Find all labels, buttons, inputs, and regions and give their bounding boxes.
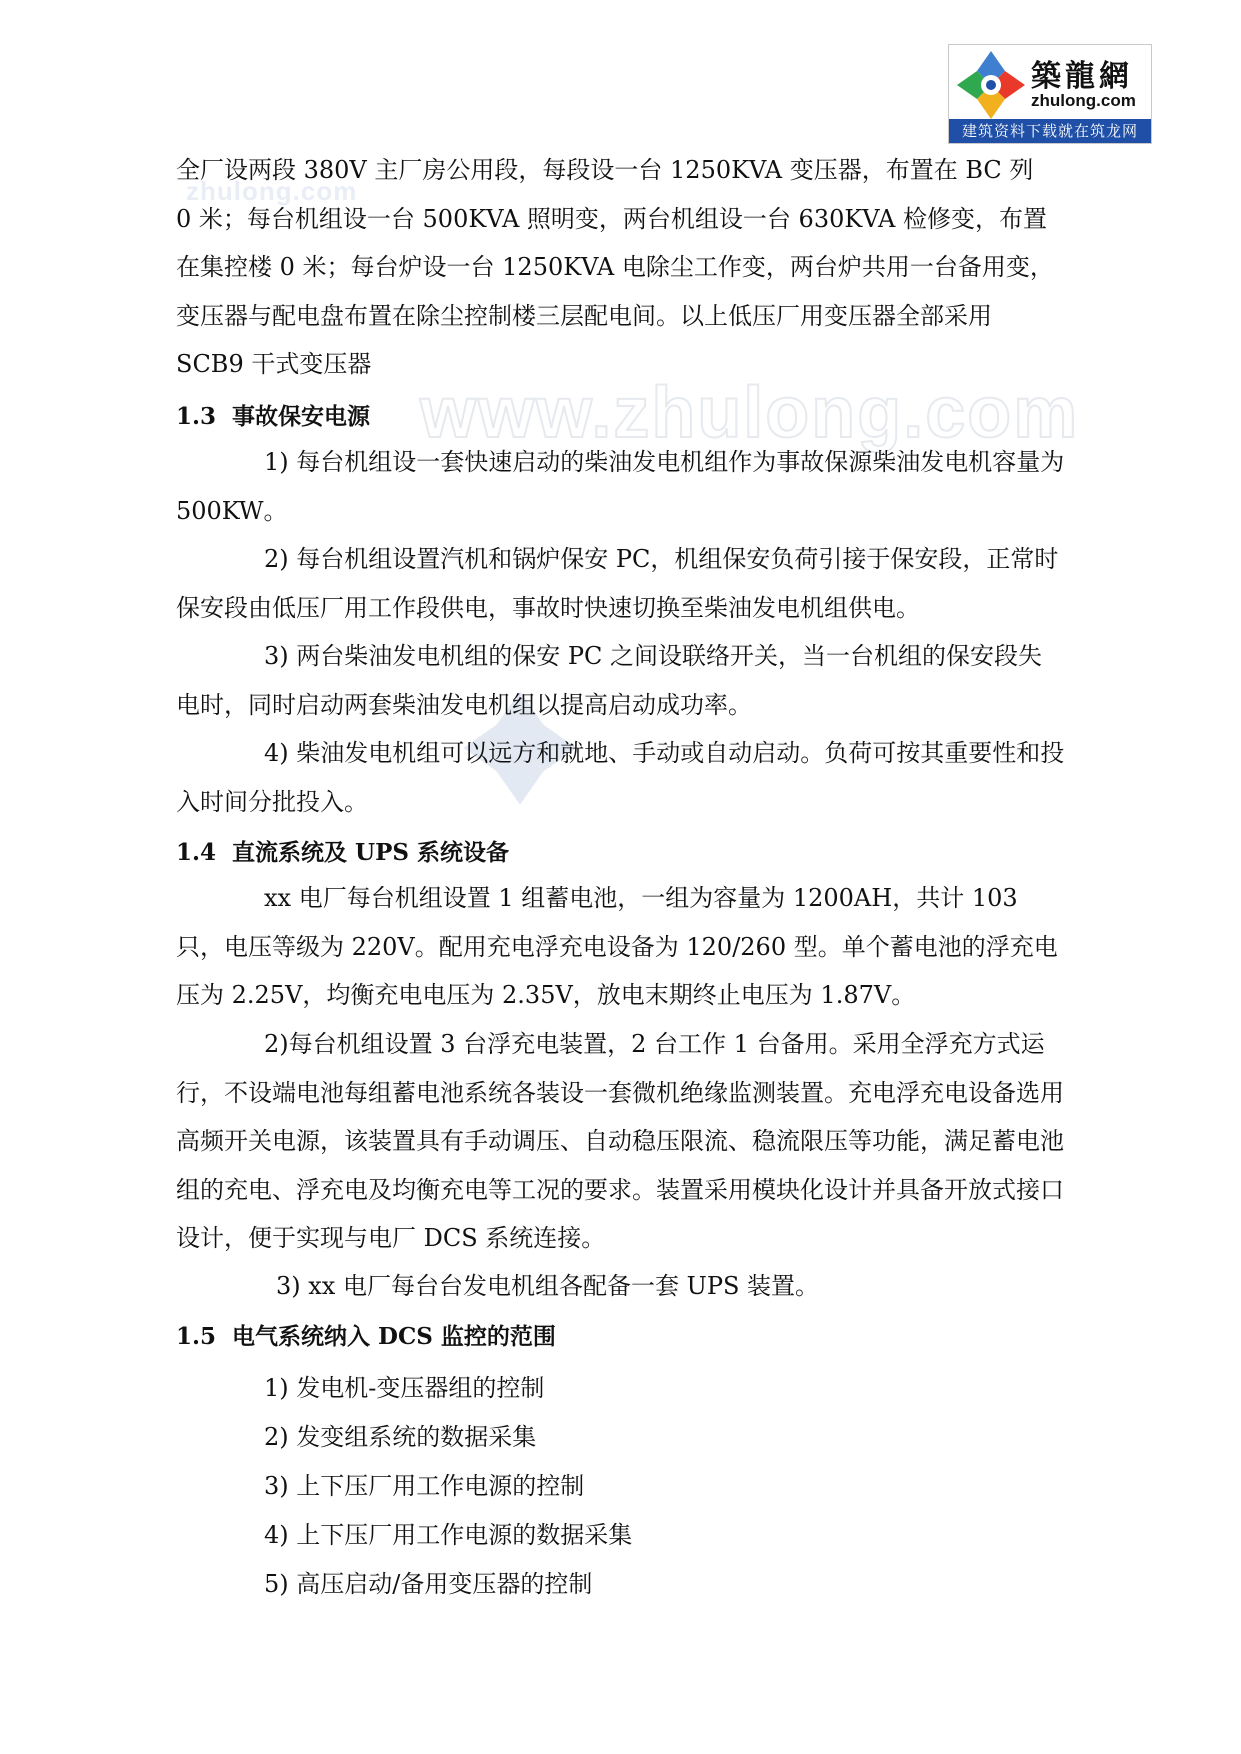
section-title: 事故保安电源 — [232, 403, 370, 430]
section-heading-1-3 — [176, 398, 370, 431]
section-number: 1.3 — [176, 403, 217, 430]
list-item: 3) 两台柴油发电机组的保安 PC 之间设联络开关，当一台机组的保安段失电时，同时启动两套柴油发电机组以提高启动成功率。 — [176, 642, 1043, 719]
list-item: 3) 上下压厂用工作电源的控制 — [264, 1472, 585, 1500]
list-item: 1) 每台机组设一套快速启动的柴油发电机组作为事故保源柴油发电机容量为 500KW。 — [176, 448, 1065, 525]
logo-brand-cn: 築龍網 — [1031, 59, 1133, 94]
body-paragraph: 3) xx 电厂每台台发电机组各配备一套 UPS 装置。 — [276, 1272, 820, 1300]
list-item: 4) 上下压厂用工作电源的数据采集 — [264, 1521, 633, 1549]
list-item: 4) 柴油发电机组可以远方和就地、手动或自动启动。负荷可按其重要性和投入时间分批投入。 — [176, 739, 1065, 816]
section-number: 1.4 — [176, 839, 217, 866]
zhulong-logo[interactable] — [948, 44, 1152, 144]
section-title: 直流系统及 UPS 系统设备 — [232, 839, 509, 866]
watermark-large: www.zhulong.com — [420, 373, 1080, 453]
body-paragraph: 2)每台机组设置 3 台浮充电装置，2 台工作 1 台备用。采用全浮充方式运行，不设端电池每组蓄电池系统各装设一套微机绝缘监测装置。充电浮充电设备选用高频开关电源，该装置具有手动调压、自动稳压限流、稳流限压等功能，满足蓄电池组的充电、浮充电及均衡充电等工况的要求。装置采用模块化设计并具备开放式接口设计，便于实现与电厂 DCS 系统连接。 — [176, 1030, 1064, 1252]
logo-slogan: 建筑资料下载就在筑龙网 — [949, 119, 1151, 143]
section-number: 1.5 — [176, 1323, 217, 1350]
intro-paragraph: 全厂设两段 380V 主厂房公用段，每段设一台 1250KVA 变压器，布置在 BC 列 0 米；每台机组设一台 500KVA 照明变，两台机组设一台 630KVA 检修变，布置在集控楼 0 米；每台炉设一台 1250KVA 电除尘工作变，两台炉共用一台备用变，变压器与配电盘布置在除尘控制楼三层配电间。以上低压厂用变压器全部采用 SCB9 干式变压器 — [176, 156, 1054, 378]
list-item: 2) 发变组系统的数据采集 — [264, 1423, 537, 1451]
body-paragraph: xx 电厂每台机组设置 1 组蓄电池，一组为容量为 1200AH，共计 103 只，电压等级为 220V。配用充电浮充电设备为 120/260 型。单个蓄电池的浮充电压为 2.25V，均衡充电电压为 2.35V，放电末期终止电压为 1.87V。 — [176, 884, 1058, 1009]
list-item: 1) 发电机-变压器组的控制 — [264, 1374, 545, 1402]
section-title: 电气系统纳入 DCS 监控的范围 — [232, 1323, 556, 1350]
list-item: 2) 每台机组设置汽机和锅炉保安 PC，机组保安负荷引接于保安段，正常时保安段由低压厂用工作段供电，事故时快速切换至柴油发电机组供电。 — [176, 545, 1059, 622]
section-heading-1-5 — [176, 1318, 556, 1351]
section-heading-1-4 — [176, 834, 509, 867]
zhulong-logo-mark — [955, 49, 1027, 121]
watermark-small: zhulong.com — [186, 176, 358, 206]
list-item: 5) 高压启动/备用变压器的控制 — [264, 1570, 593, 1598]
logo-brand-en: zhulong.com — [1031, 91, 1136, 110]
